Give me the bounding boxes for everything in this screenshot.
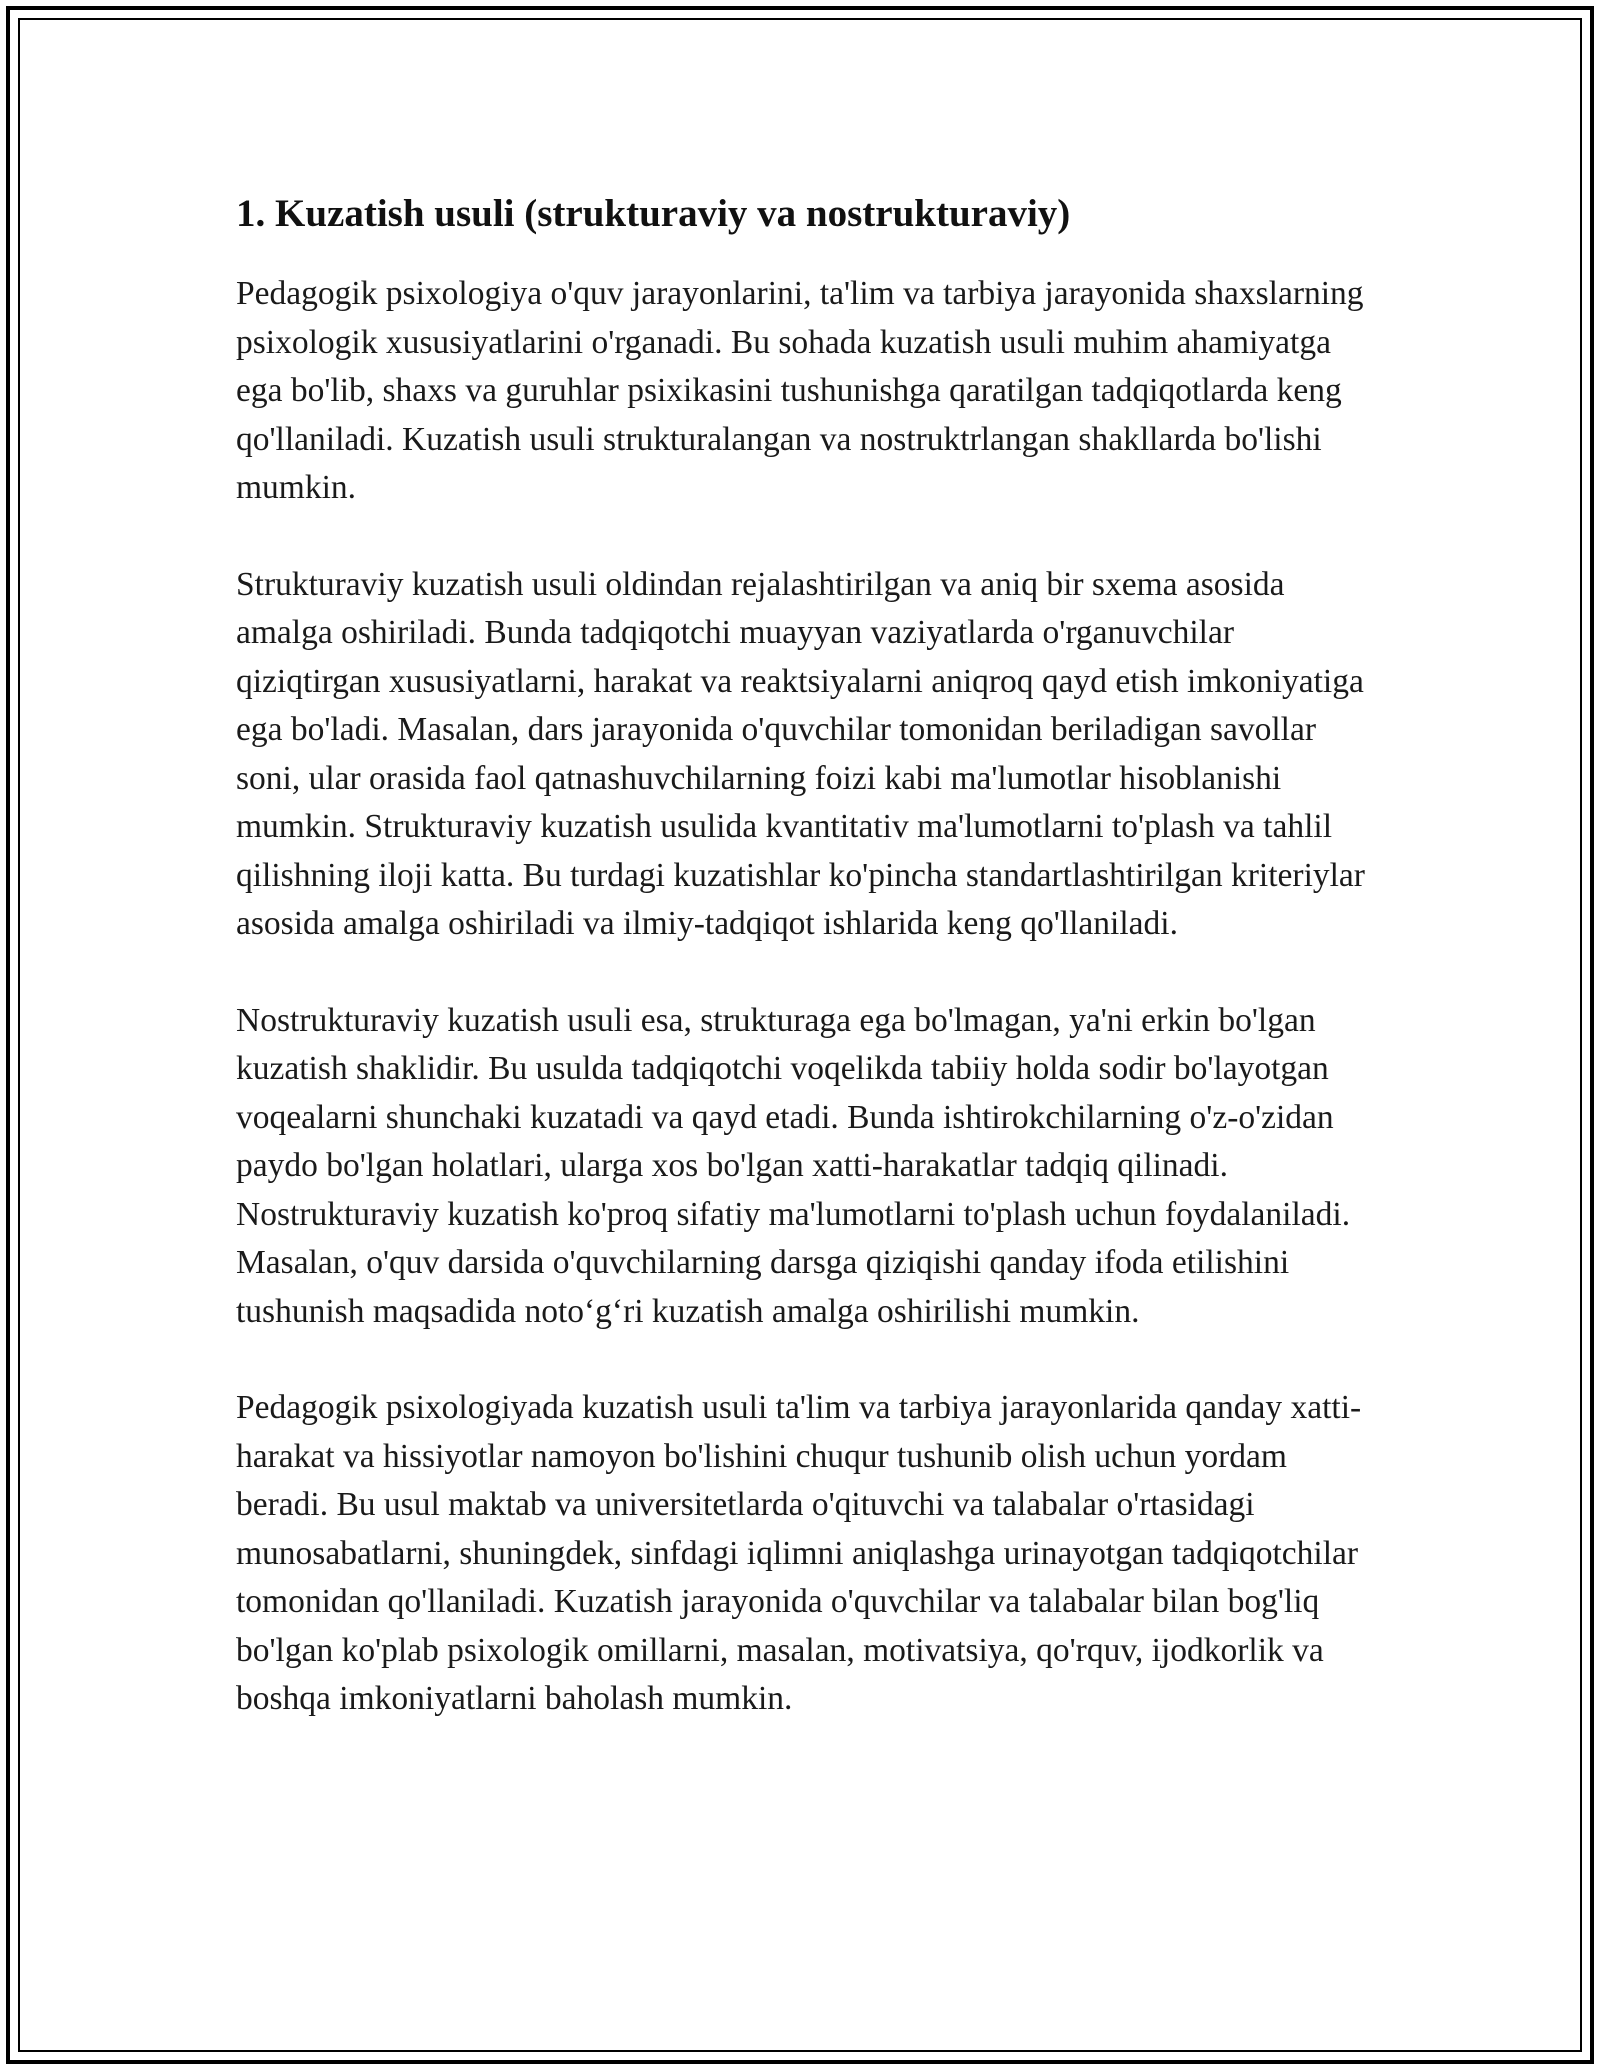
paragraph-unstructured-observation: Nostrukturaviy kuzatish usuli esa, strukturaga ega bo'lmagan, ya'ni erkin bo'lgan kuzatish shaklidir. Bu usulda tadqiqotchi voqelikda tabiiy holda sodir bo'layotgan voqealarni shunchaki kuzatadi va qayd etadi. Bunda ishtirokchilarning o'z-o'zidan paydo bo'lgan holatlari, ularga xos bo'lgan xatti-harakatlar tadqiq qilinadi. Nostrukturaviy kuzatish ko'proq sifatiy ma'lumotlarni to'plash uchun foydalaniladi. Masalan, o'quv darsida o'quvchilarning darsga qiziqishi qanday ifoda etilishini tushunish maqsadida noto‘g‘ri kuzatish amalga oshirilishi mumkin. <box>236 1001 1351 1330</box>
paragraph-structured-observation: Strukturaviy kuzatish usuli oldindan rejalashtirilgan va aniq bir sxema asosida amalga oshiriladi. Bunda tadqiqotchi muayyan vaziyatlarda o'rganuvchilar qiziqtirgan xususiyatlarni, harakat va reaktsiyalarni aniqroq qayd etish imkoniyatiga ega bo'ladi. Masalan, dars jarayonida o'quvchilar tomonidan beriladigan savollar soni, ular orasida faol qatnashuvchilarning foizi kabi ma'lumotlar hisoblanishi mumkin. Strukturaviy kuzatish usulida kvantitativ ma'lumotlarni to'plash va tahlil qilishning iloji katta. Bu turdagi kuzatishlar ko'pincha standartlashtirilgan kriteriylar asosida amalga oshiriladi va ilmiy-tadqiqot ishlarida keng qo'llaniladi. <box>236 565 1365 942</box>
paragraph-conclusion: Pedagogik psixologiyada kuzatish usuli ta'lim va tarbiya jarayonlarida qanday xatti-harakat va hissiyotlar namoyon bo'lishini chuqur tushunib olish uchun yordam beradi. Bu usul maktab va universitetlarda o'qituvchi va talabalar o'rtasidagi munosabatlarni, shuningdek, sinfdagi iqlimni aniqlashga urinayotgan tadqiqotchilar tomonidan qo'llaniladi. Kuzatish jarayonida o'quvchilar va talabalar bilan bog'liq bo'lgan ko'plab psixologik omillarni, masalan, motivatsiya, qo'rquv, ijodkorlik va boshqa imkoniyatlarni baholash mumkin. <box>236 1389 1362 1717</box>
document-body <box>236 190 1376 1772</box>
paragraph-intro: Pedagogik psixologiya o'quv jarayonlarini, ta'lim va tarbiya jarayonida shaxslarning psixologik xususiyatlarini o'rganadi. Bu sohada kuzatish usuli muhim ahamiyatga ega bo'lib, shaxs va guruhlar psixikasini tushunishga qaratilgan tadqiqotlarda keng qo'llaniladi. Kuzatish usuli strukturalangan va nostruktrlangan shakllarda bo'lishi mumkin. <box>236 275 1364 506</box>
section-heading: 1. Kuzatish usuli (strukturaviy va nostrukturaviy) <box>236 192 1071 235</box>
